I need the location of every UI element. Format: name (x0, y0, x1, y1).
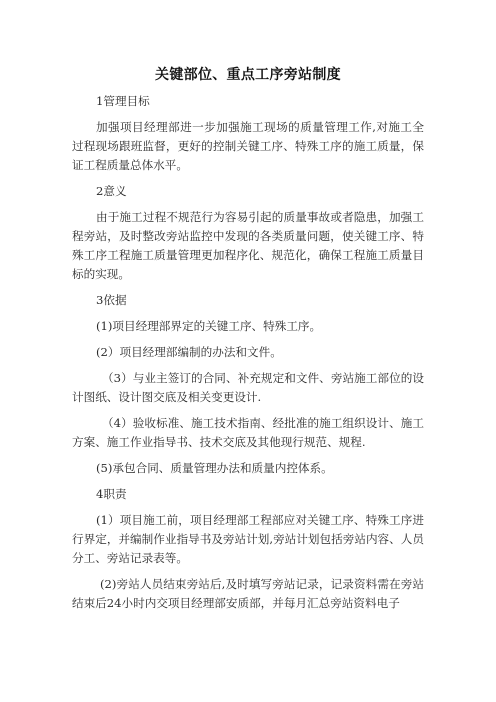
list-item-basis-5: (5)承包合同、质量管理办法和质量内控体系。 (96, 461, 333, 475)
list-item-duties-2: (2)旁站人员结束旁站后,及时填写旁站记录，记录资料需在旁站结束后24小时内交项目经理部安质部，并每月汇总旁站资料电子 (72, 577, 424, 610)
section-heading-duties: 4职责 (96, 487, 127, 501)
list-item-basis-1: (1)项目经理部界定的关键工序、特殊工序。 (96, 319, 322, 333)
list-item-duties-1: (1）项目施工前，项目经理部工程部应对关键工序、特殊工序进行界定，并编制作业指导书及旁站计划,旁站计划包括旁站内容、人员分工、旁站记录表等。 (72, 513, 424, 565)
section-heading-basis: 3依据 (96, 293, 127, 307)
paragraph-significance: 由于施工过程不规范行为容易引起的质量事故或者隐患，加强工程旁站，及时整改旁站监控中发现的各类质量问题，使关键工序、特殊工序工程施工质量管理更加程序化、规范化，确保工程施工质量目标的实现。 (72, 210, 424, 281)
paragraph-objective: 加强项目经理部进一步加强施工现场的质量管理工作,对施工全过程现场跟班监督，更好的控制关键工序、特殊工序的施工质量，保证工程质量总体水平。 (72, 120, 424, 172)
document-body (72, 92, 424, 620)
list-item-basis-4: （4）验收标准、施工技术指南、经批准的施工组织设计、施工方案、施工作业指导书、技术交底及其他现行规范、规程. (72, 416, 424, 449)
list-item-basis-3: （3）与业主签订的合同、补充规定和文件、旁站施工部位的设计图纸、设计图交底及相关变更设计. (72, 371, 424, 404)
section-heading-objective: 1管理目标 (96, 94, 150, 108)
list-item-basis-2: (2）项目经理部编制的办法和文件。 (96, 345, 282, 359)
section-heading-significance: 2意义 (96, 184, 127, 198)
document-title: 关键部位、重点工序旁站制度 (155, 67, 341, 83)
